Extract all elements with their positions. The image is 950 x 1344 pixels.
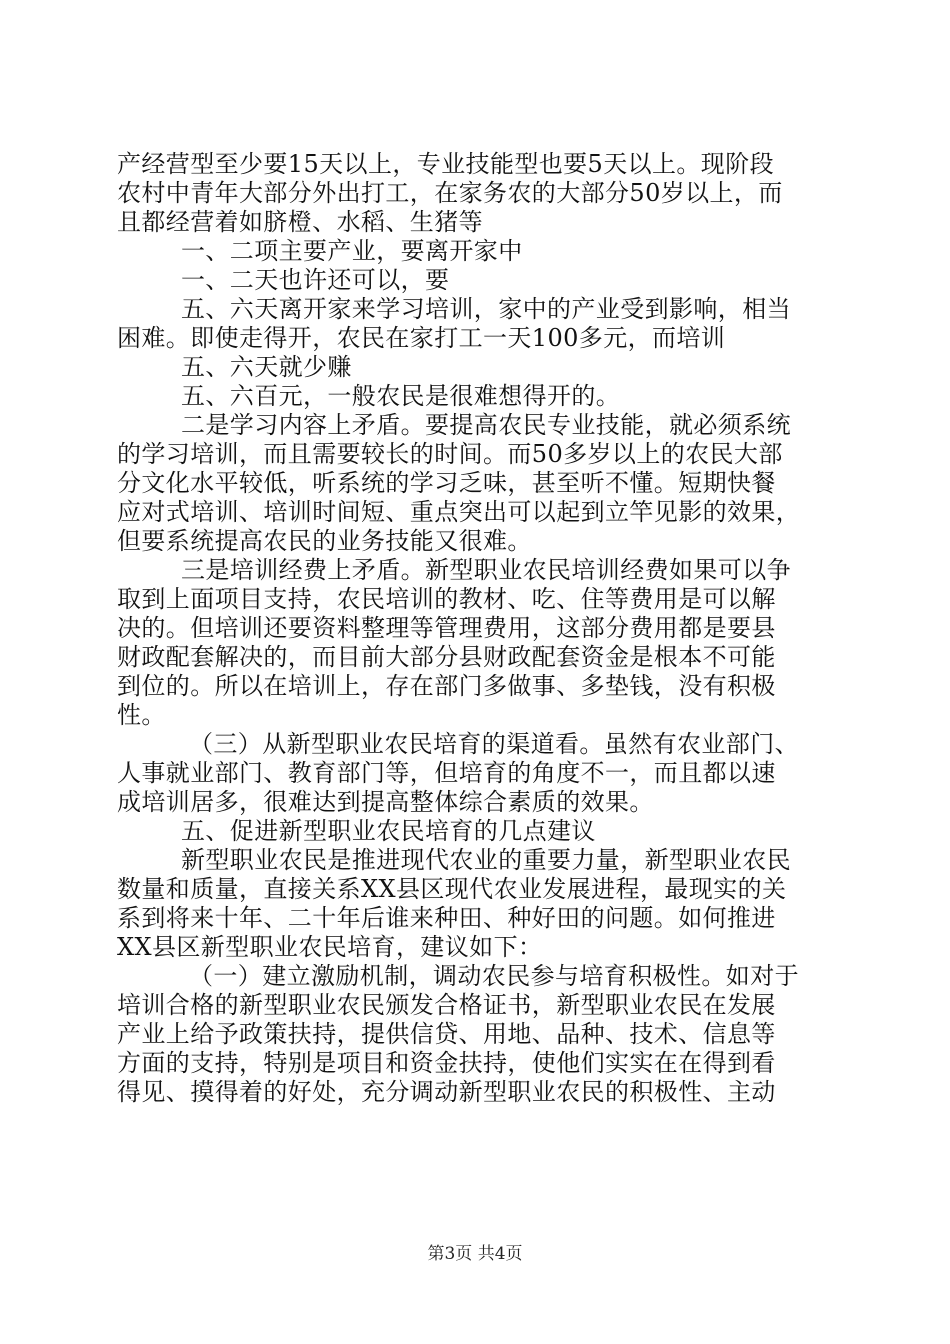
text-line: 应对式培训、培训时间短、重点突出可以起到立竿见影的效果， xyxy=(117,498,801,526)
text-line: XX县区新型职业农民培育，建议如下： xyxy=(117,933,543,961)
text-line: 新型职业农民是推进现代农业的重要力量，新型职业农民 xyxy=(181,846,791,874)
text-line: 培训合格的新型职业农民颁发合格证书，新型职业农民在发展 xyxy=(117,991,776,1019)
text-line: 二是学习内容上矛盾。要提高农民专业技能，就必须系统 xyxy=(181,411,791,439)
text-line: 分文化水平较低，听系统的学习乏味，甚至听不懂。短期快餐 xyxy=(117,469,776,497)
text-line: 五、六天就少赚 xyxy=(181,353,352,381)
text-line: 困难。即使走得开，农民在家打工一天100多元，而培训 xyxy=(117,324,726,352)
text-line: 决的。但培训还要资料整理等管理费用，这部分费用都是要县 xyxy=(117,614,776,642)
text-line: 成培训居多，很难达到提高整体综合素质的效果。 xyxy=(117,788,654,816)
text-line: 性。 xyxy=(117,701,166,729)
document-body xyxy=(117,150,837,1107)
text-line: （三）从新型职业农民培育的渠道看。虽然有农业部门、 xyxy=(189,730,799,758)
text-line: 的学习培训，而且需要较长的时间。而50多岁以上的农民大部 xyxy=(117,440,783,468)
text-line: 到位的。所以在培训上，存在部门多做事、多垫钱，没有积极 xyxy=(117,672,776,700)
text-line: 产经营型至少要15天以上，专业技能型也要5天以上。现阶段 xyxy=(117,150,775,178)
text-line: 取到上面项目支持，农民培训的教材、吃、住等费用是可以解 xyxy=(117,585,776,613)
text-line: 得见、摸得着的好处，充分调动新型职业农民的积极性、主动 xyxy=(117,1078,776,1106)
text-line: 方面的支持，特别是项目和资金扶持，使他们实实在在得到看 xyxy=(117,1049,776,1077)
text-line: 产业上给予政策扶持，提供信贷、用地、品种、技术、信息等 xyxy=(117,1020,776,1048)
text-line: 一、二项主要产业，要离开家中 xyxy=(181,237,523,265)
text-line: 农村中青年大部分外出打工，在家务农的大部分50岁以上，而 xyxy=(117,179,783,207)
page-number-footer: 第3页 共4页 xyxy=(427,1244,523,1264)
text-line: 但要系统提高农民的业务技能又很难。 xyxy=(117,527,532,555)
text-line: 五、六百元，一般农民是很难想得开的。 xyxy=(181,382,621,410)
text-line: （一）建立激励机制，调动农民参与培育积极性。如对于 xyxy=(189,962,799,990)
text-line: 五、六天离开家来学习培训，家中的产业受到影响，相当 xyxy=(181,295,791,323)
text-line: 一、二天也许还可以，要 xyxy=(181,266,450,294)
section-heading: 五、促进新型职业农民培育的几点建议 xyxy=(181,817,596,845)
text-line: 数量和质量，直接关系XX县区现代农业发展进程，最现实的关 xyxy=(117,875,787,903)
text-line: 三是培训经费上矛盾。新型职业农民培训经费如果可以争 xyxy=(181,556,791,584)
text-line: 系到将来十年、二十年后谁来种田、种好田的问题。如何推进 xyxy=(117,904,776,932)
text-line: 人事就业部门、教育部门等，但培育的角度不一，而且都以速 xyxy=(117,759,776,787)
text-line: 财政配套解决的，而目前大部分县财政配套资金是根本不可能 xyxy=(117,643,776,671)
text-line: 且都经营着如脐橙、水稻、生猪等 xyxy=(117,208,483,236)
